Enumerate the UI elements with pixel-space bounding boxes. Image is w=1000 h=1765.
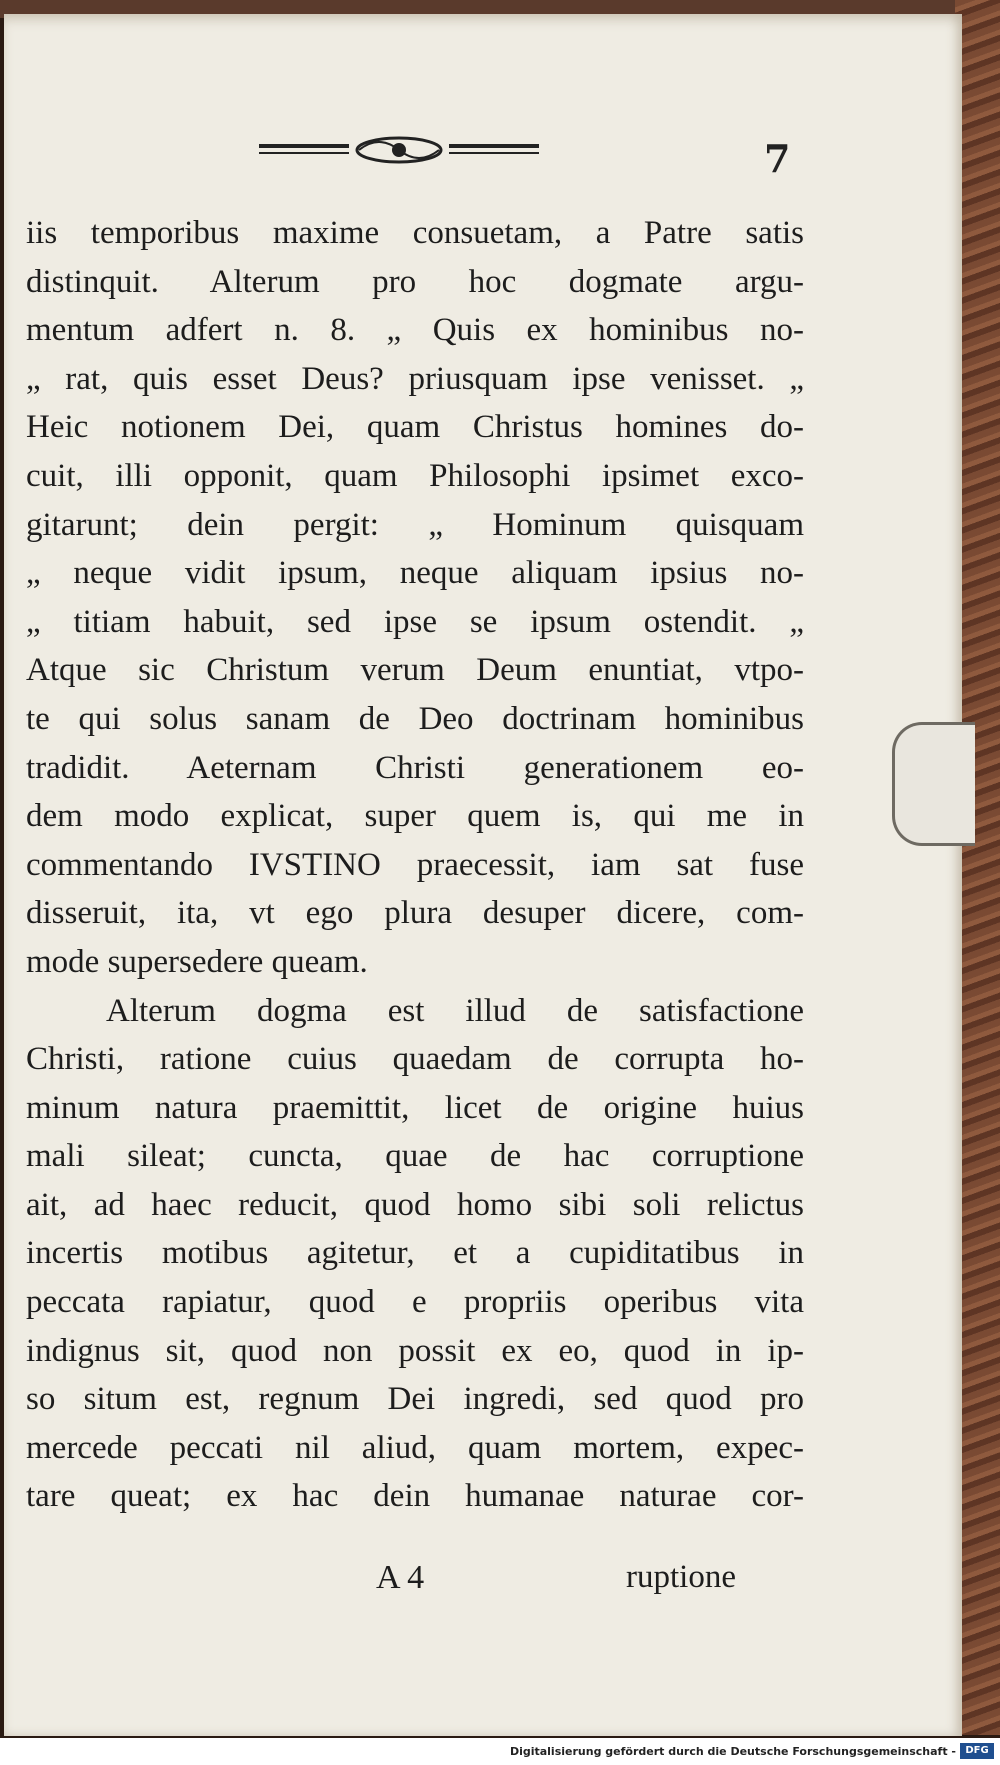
page-footer [26, 1559, 804, 1609]
text-line: Heic notionem Dei, quam Christus homines do- [26, 409, 804, 446]
text-line: distinquit. Alterum pro hoc dogmate argu- [26, 263, 804, 300]
text-line: te qui solus sanam de Deo doctrinam hominibus [26, 700, 804, 737]
text-line: „ titiam habuit, sed ipse se ipsum ostendit. „ [26, 603, 804, 640]
signature-mark: A 4 [376, 1559, 425, 1596]
catchword: ruptione [626, 1559, 736, 1595]
text-line: peccata rapiatur, quod e propriis operibus vita [26, 1284, 804, 1321]
text-line: Alterum dogma est illud de satisfactione [106, 992, 804, 1029]
digitization-credit: Digitalisierung gefördert durch die Deutsche Forschungsgemeinschaft - [509, 1745, 956, 1758]
book-page [4, 14, 962, 1736]
text-line: so situm est, regnum Dei ingredi, sed quod pro [26, 1381, 804, 1418]
text-line: incertis motibus agitetur, et a cupiditatibus in [26, 1235, 804, 1272]
text-line: mali sileat; cuncta, quae de hac corruptione [26, 1138, 804, 1175]
text-line: gitarunt; dein pergit: „ Hominum quisquam [26, 506, 804, 543]
text-line: „ neque vidit ipsum, neque aliquam ipsius no- [26, 555, 804, 592]
text-line: mentum adfert n. 8. „ Quis ex hominibus no- [26, 312, 804, 349]
text-line: Atque sic Christum verum Deum enuntiat, vtpo- [26, 652, 804, 689]
text-line: disseruit, ita, vt ego plura desuper dicere, com- [26, 895, 804, 932]
dfg-logo: DFG [960, 1743, 994, 1759]
text-line: Christi, ratione cuius quaedam de corrupta ho- [26, 1041, 804, 1078]
page-clip [892, 722, 975, 846]
text-line: mode supersedere queam. [26, 943, 368, 980]
text-line: tare queat; ex hac dein humanae naturae cor- [26, 1478, 804, 1515]
credit-bar [0, 1738, 1000, 1765]
text-line: dem modo explicat, super quem is, qui me in [26, 798, 804, 835]
body-text [26, 209, 804, 1521]
text-line: minum natura praemittit, licet de origine huius [26, 1089, 804, 1126]
text-line: „ rat, quis esset Deus? priusquam ipse venisset. „ [26, 360, 804, 397]
ornament-divider [259, 134, 539, 174]
text-line: iis temporibus maxime consuetam, a Patre satis [26, 215, 804, 251]
text-line: commentando IVSTINO praecessit, iam sat fuse [26, 846, 804, 883]
text-line: cuit, illi opponit, quam Philosophi ipsimet exco- [26, 457, 804, 494]
text-line: mercede peccati nil aliud, quam mortem, expec- [26, 1429, 804, 1466]
text-line: ait, ad haec reducit, quod homo sibi soli relictus [26, 1186, 804, 1223]
page-number: 7 [764, 136, 791, 181]
text-line: indignus sit, quod non possit ex eo, quod in ip- [26, 1332, 804, 1369]
text-line: tradidit. Aeternam Christi generationem eo- [26, 749, 804, 786]
